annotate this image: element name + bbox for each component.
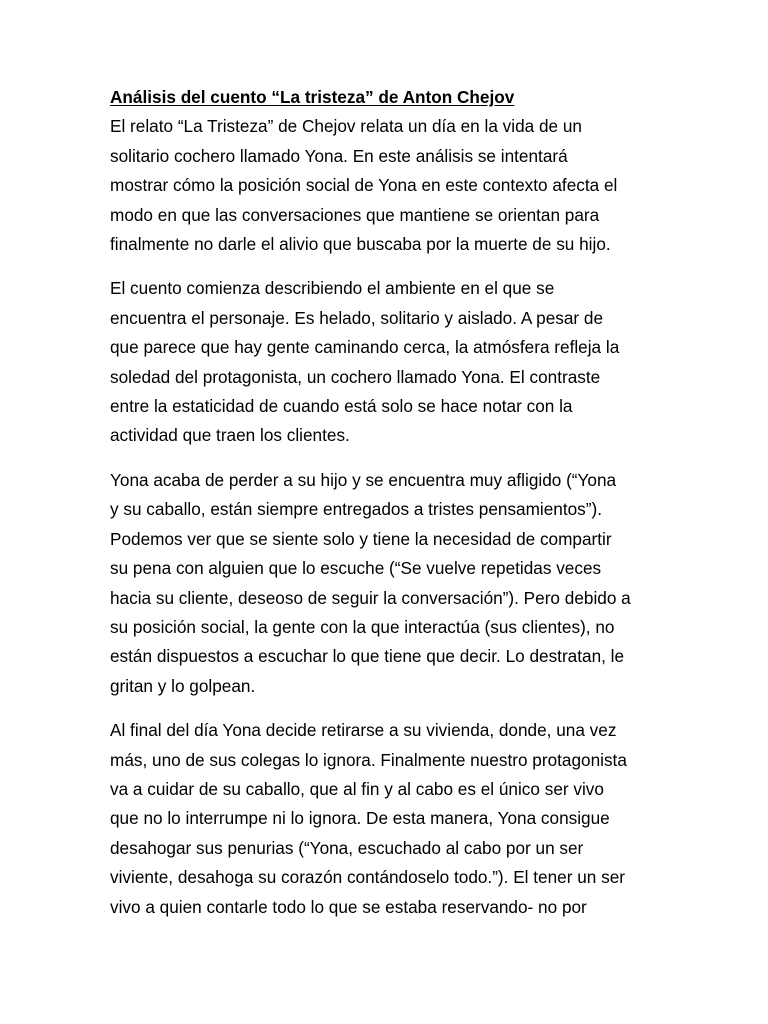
paragraph-1 [110, 112, 666, 259]
text-line: El cuento comienza describiendo el ambiente en el que se [110, 278, 555, 299]
text-line: Al final del día Yona decide retirarse a su vivienda, donde, una vez [110, 720, 617, 741]
text-line: vivo a quien contarle todo lo que se estaba reservando- no por [110, 896, 587, 917]
text-line: El relato “La Tristeza” de Chejov relata un día en la vida de un [110, 116, 582, 137]
text-line: y su caballo, están siempre entregados a tristes pensamientos”). [110, 499, 603, 520]
text-line: más, uno de sus colegas lo ignora. Finalmente nuestro protagonista [110, 749, 627, 770]
paragraph-4 [110, 716, 666, 922]
text-line: soledad del protagonista, un cochero llamado Yona. El contraste [110, 366, 601, 387]
text-line: finalmente no darle el alivio que buscaba por la muerte de su hijo. [110, 234, 611, 255]
text-line: hacia su cliente, deseoso de seguir la conversación”). Pero debido a [110, 587, 631, 608]
text-line: actividad que traen los clientes. [110, 425, 350, 446]
text-line: mostrar cómo la posición social de Yona en este contexto afecta el [110, 175, 618, 196]
text-line: Podemos ver que se siente solo y tiene la necesidad de compartir [110, 528, 612, 549]
text-line: Yona acaba de perder a su hijo y se encuentra muy afligido (“Yona [110, 469, 617, 490]
text-line: que no lo interrumpe ni lo ignora. De esta manera, Yona consigue [110, 808, 610, 829]
text-line: va a cuidar de su caballo, que al fin y al cabo es el único ser vivo [110, 778, 604, 799]
text-line: su posición social, la gente con la que interactúa (sus clientes), no [110, 616, 615, 637]
text-line: viviente, desahoga su corazón contándoselo todo.”). El tener un ser [110, 867, 625, 888]
text-line: entre la estaticidad de cuando está solo se hace notar con la [110, 396, 573, 417]
document-body [110, 83, 666, 937]
text-line: su pena con alguien que lo escuche (“Se vuelve repetidas veces [110, 558, 602, 579]
text-line: desahogar sus penurias (“Yona, escuchado al cabo por un ser [110, 837, 584, 858]
text-line: están dispuestos a escuchar lo que tiene que decir. Lo destratan, le [110, 646, 625, 667]
document-title: Análisis del cuento “La tristeza” de Anton Chejov [110, 87, 515, 107]
text-line: solitario cochero llamado Yona. En este análisis se intentará [110, 145, 568, 166]
text-line: que parece que hay gente caminando cerca, la atmósfera refleja la [110, 337, 620, 358]
text-line: gritan y lo golpean. [110, 675, 256, 696]
text-line: modo en que las conversaciones que mantiene se orientan para [110, 204, 600, 225]
paragraph-3 [110, 466, 666, 701]
text-line: encuentra el personaje. Es helado, solitario y aislado. A pesar de [110, 307, 604, 328]
paragraph-2 [110, 274, 666, 450]
